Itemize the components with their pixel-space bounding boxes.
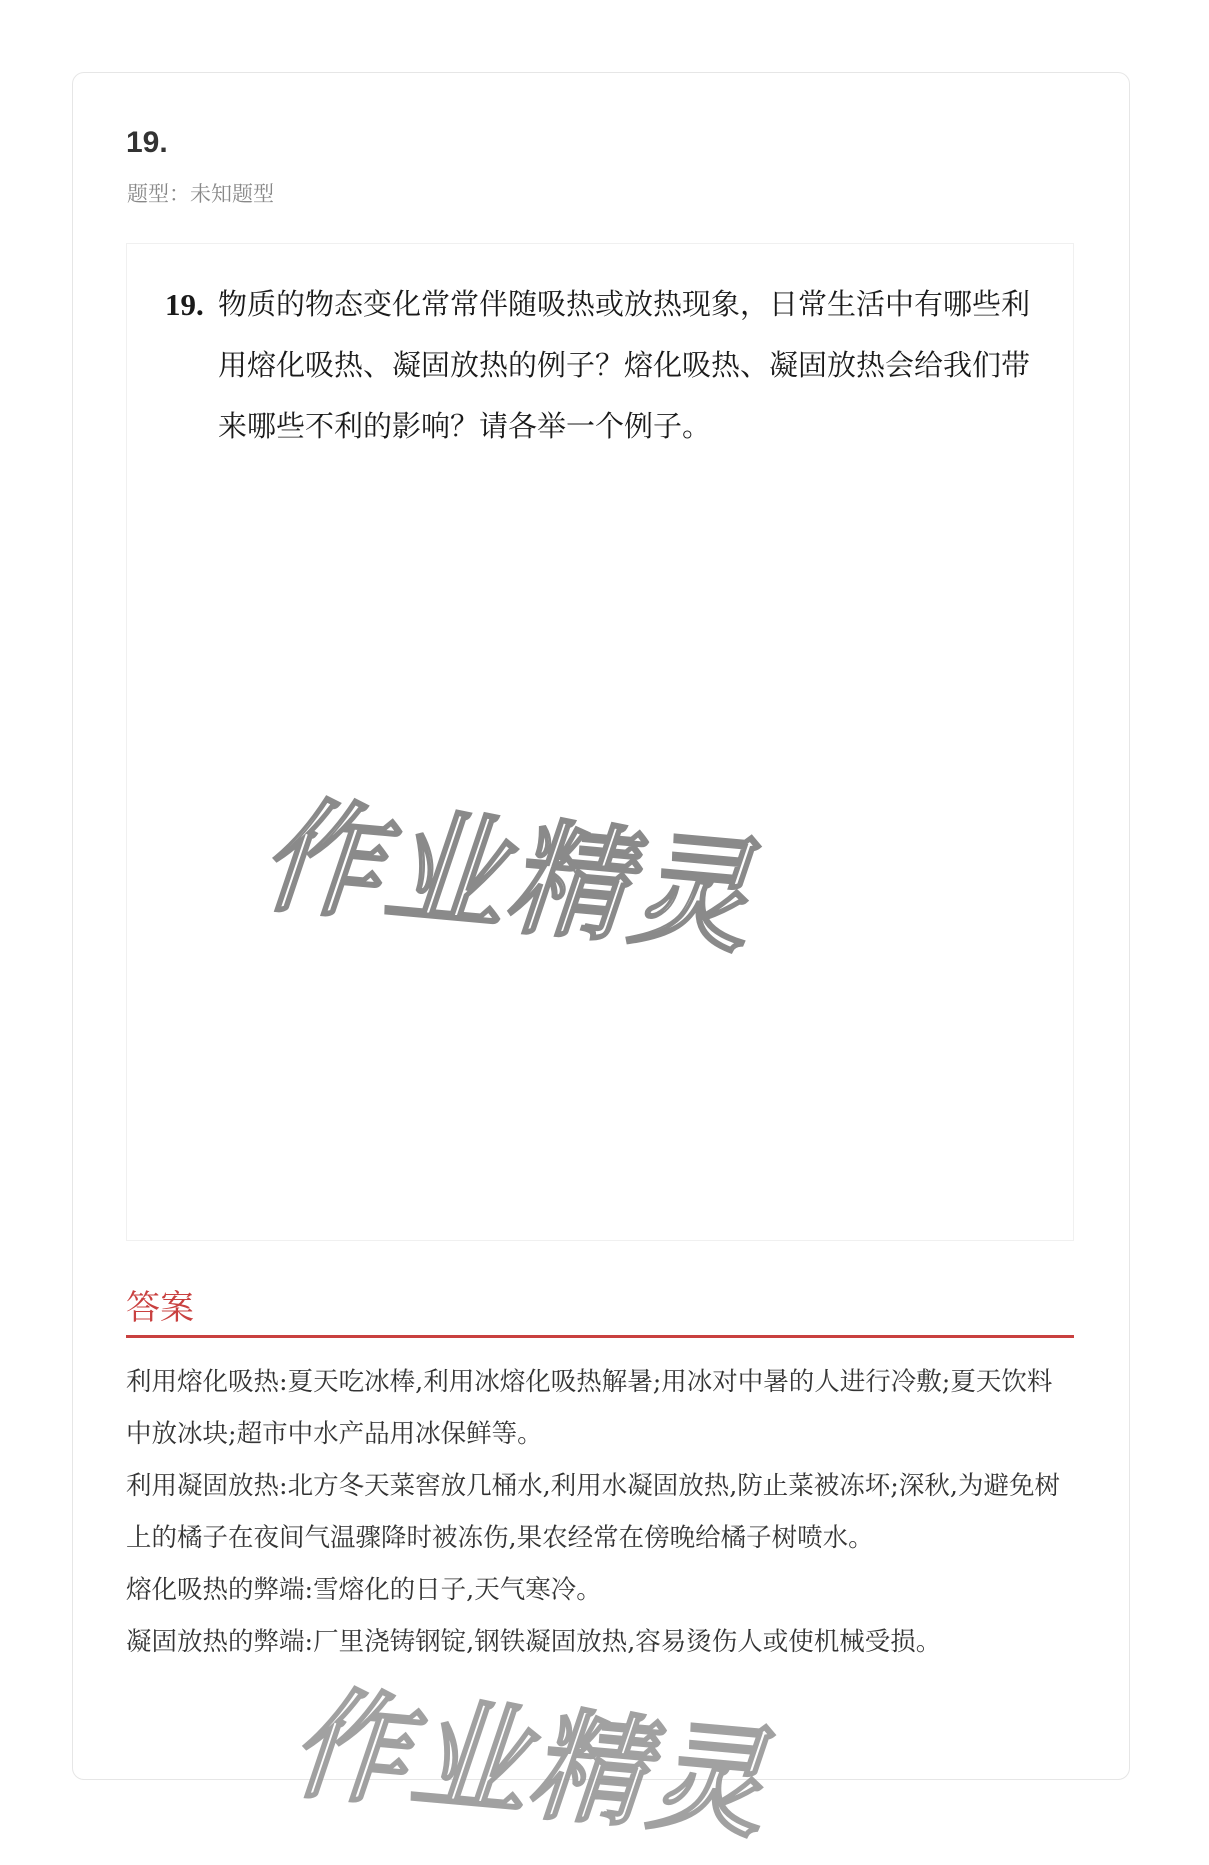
question-number: 19. xyxy=(126,126,168,159)
answer-paragraph: 利用熔化吸热:夏天吃冰棒,利用冰熔化吸热解暑;用冰对中暑的人进行冷敷;夏天饮料中放冰块;超市中水产品用冰保鲜等。 xyxy=(126,1367,1053,1449)
answer-paragraph: 凝固放热的弊端:厂里浇铸钢锭,钢铁凝固放热,容易烫伤人或使机械受损。 xyxy=(126,1627,942,1657)
question-type-label: 题型：未知题型 xyxy=(127,182,274,206)
question-image xyxy=(126,243,1074,1241)
answer-heading: 答案 xyxy=(126,1288,194,1328)
question-image-text: 物质的物态变化常常伴随吸热或放热现象，日常生活中有哪些利用熔化吸热、凝固放热的例子？熔化吸热、凝固放热会给我们带来哪些不利的影响？请各举一个例子。 xyxy=(218,287,1031,443)
watermark-logo: 作业精灵 xyxy=(279,1674,802,1855)
answer-divider xyxy=(126,1335,1074,1338)
question-text xyxy=(165,274,1045,457)
answer-paragraph: 利用凝固放热:北方冬天菜窖放几桶水,利用水凝固放热,防止菜被冻坏;深秋,为避免树上的橘子在夜间气温骤降时被冻伤,果农经常在傍晚给橘子树喷水。 xyxy=(126,1471,1061,1553)
answer-body xyxy=(126,1356,1074,1668)
answer-paragraph: 熔化吸热的弊端:雪熔化的日子,天气寒冷。 xyxy=(126,1575,602,1605)
watermark-logo: 作业精灵 xyxy=(249,785,788,971)
question-image-number: 19. xyxy=(165,287,204,322)
